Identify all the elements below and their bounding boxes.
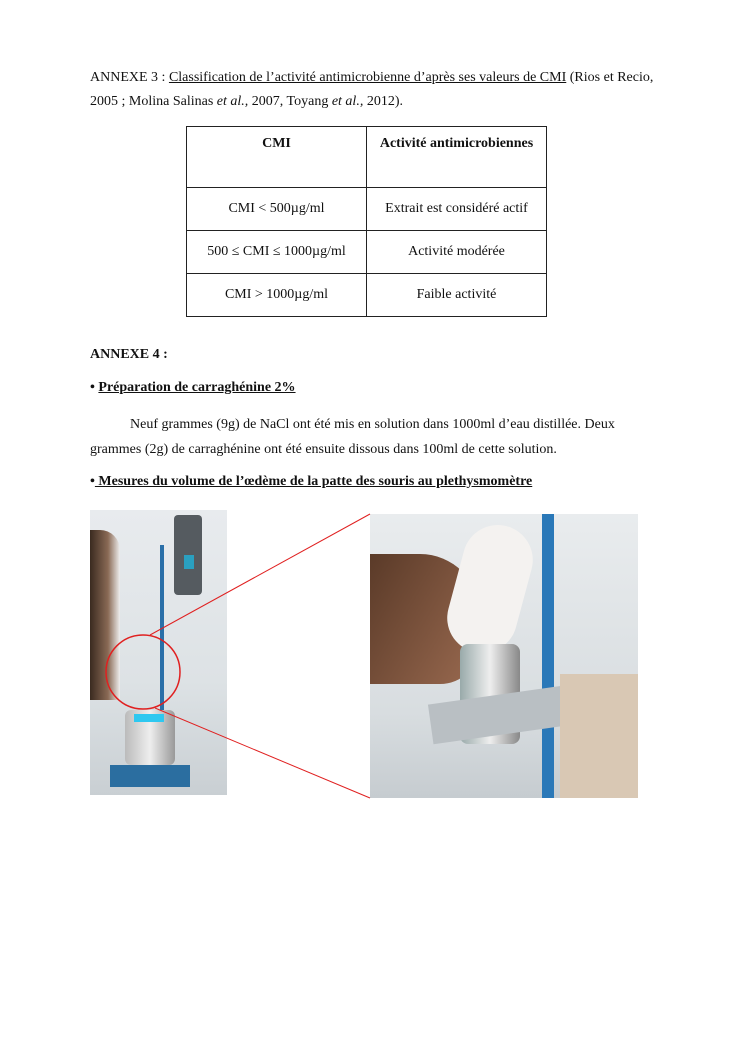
citation-etal: et al., — [216, 94, 249, 109]
table-cell: Activité modérée — [367, 231, 547, 274]
bullet: • — [90, 474, 95, 489]
citation: 2007, Toyang — [248, 94, 332, 109]
section-title: Mesures du volume de l’œdème de la patte des souris au plethysmomètre — [94, 474, 533, 489]
section-title: Préparation de carraghénine 2% — [98, 380, 296, 395]
annexe4-heading: ANNEXE 4 : — [90, 347, 168, 362]
annexe3-label: ANNEXE 3 : — [90, 70, 169, 85]
table-row — [187, 231, 547, 274]
table-header-row — [187, 127, 547, 188]
section-preparation — [90, 378, 656, 398]
table-row — [187, 188, 547, 231]
column-header: CMI — [187, 127, 367, 188]
annexe3-title: Classification de l’activité antimicrobienne d’après ses valeurs de CMI — [168, 70, 567, 85]
cmi-classification-table — [186, 126, 547, 317]
bullet: • — [90, 380, 95, 395]
citation: 2012). — [363, 94, 403, 109]
table-cell: Faible activité — [367, 274, 547, 317]
column-header: Activité antimicrobiennes — [367, 127, 547, 188]
preparation-paragraph: Neuf grammes (9g) de NaCl ont été mis en solution dans 1000ml d’eau distillée. Deux grammes (2g) de carraghénine ont été ensuite dissous dans 100ml de cette solution. — [90, 417, 615, 457]
table-row — [187, 274, 547, 317]
citation: (Rios et Recio, 2005 ; Molina Salinas — [90, 70, 654, 109]
annexe3-intro — [90, 66, 656, 114]
citation-etal: et al., — [331, 94, 364, 109]
table-cell: Extrait est considéré actif — [367, 188, 547, 231]
mouse-paw-closeup-photo — [370, 514, 638, 798]
table-cell: 500 ≤ CMI ≤ 1000µg/ml — [187, 231, 367, 274]
section-mesures — [90, 472, 656, 492]
table-cell: CMI < 500µg/ml — [187, 188, 367, 231]
plethysmometer-photo — [90, 510, 227, 795]
table-cell: CMI > 1000µg/ml — [187, 274, 367, 317]
